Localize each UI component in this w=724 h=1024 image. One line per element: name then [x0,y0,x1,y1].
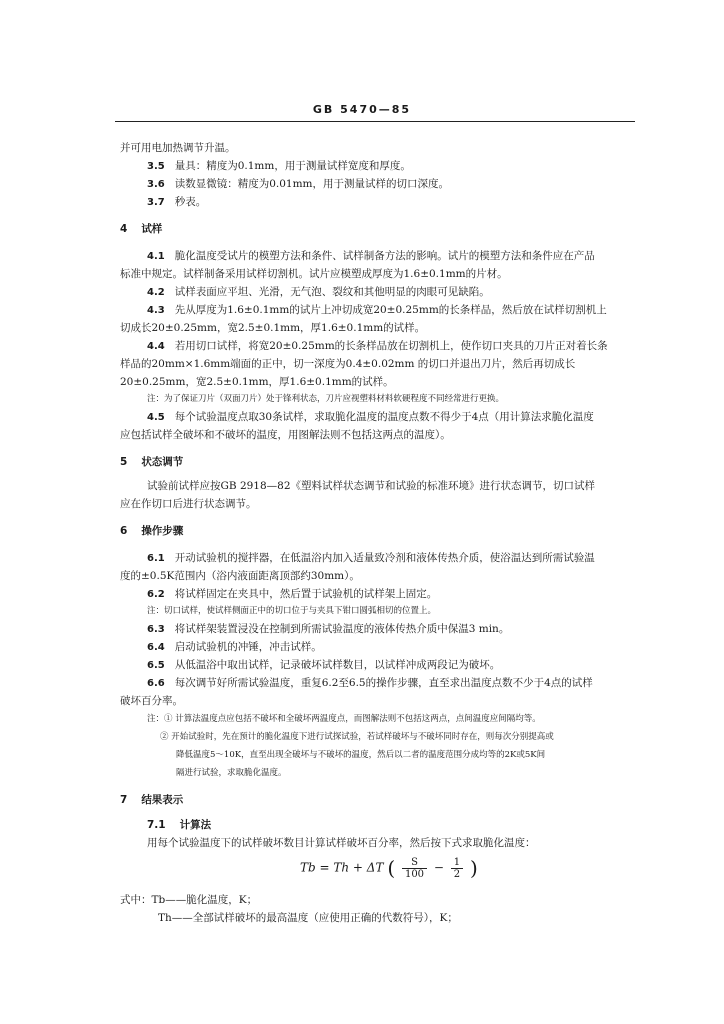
text-line: 应在作切口后进行状态调节。 [120,498,257,510]
section-5-heading [120,455,640,470]
section-title: 操作步骤 [141,525,184,537]
clause-6-4 [147,640,667,655]
note-line: ② 开始试验时，先在预计的脆化温度下进行试探试验，若试样破坏与不破坏同时存在，则每次分别提高或 [160,732,554,742]
clause-number: 4.4 [147,341,165,352]
clause-4-3 [147,303,667,318]
text-line: 标准中规定。试样制备采用试样切割机。试片应模塑成厚度为1.6±0.1mm的片材。 [120,268,508,280]
clause-number: 3.7 [147,197,165,208]
clause-text: 秒表。 [174,196,207,208]
clause-text: 脆化温度受试片的模塑方法和条件、试样制备方法的影响。试片的模塑方法和条件应在产品 [174,250,595,262]
header-rule [115,121,635,122]
text-line: 用每个试验温度下的试样破坏数目计算试样破坏百分率，然后按下式求取脆化温度： [147,837,536,849]
clause-6-6 [147,676,667,691]
fraction-one-half [451,857,463,880]
clause-text: 启动试验机的冲锤，冲击试样。 [174,641,322,653]
clause-text: 量具：精度为0.1mm，用于测量试样宽度和厚度。 [174,160,411,172]
clause-6-5 [147,658,667,673]
clause-text: 将试样固定在夹具中，然后置于试验机的试样架上固定。 [174,588,438,600]
section-title: 计算法 [179,819,212,831]
fraction-denominator: 2 [453,868,461,880]
clause-number: 6.6 [147,678,165,689]
fraction-denominator: 100 [404,868,425,880]
clause-number: 3.5 [147,161,165,172]
text-line: 样品的20mm×1.6mm端面的正中，切一深度为0.4±0.02mm 的切口并退出刀片，然后再切成长 [120,358,576,370]
clause-number: 6.3 [147,624,165,635]
clause-text: 试样表面应平坦、光滑，无气泡、裂纹和其他明显的肉眼可见缺陷。 [174,286,490,298]
right-paren: ) [469,856,478,880]
section-number: 4 [120,223,128,235]
section-title: 结果表示 [141,794,184,806]
section-title: 试样 [141,223,163,235]
clause-number: 4.5 [147,412,165,423]
left-paren: ( [387,856,396,880]
text-line: 度的±0.5K范围内（浴内液面距离顶部约30mm）。 [120,570,360,582]
clause-text: 每个试验温度点取30条试样，求取脆化温度的温度点数不得少于4点（用计算法求脆化温度 [174,411,594,423]
fraction-numerator: 1 [451,857,463,869]
clause-text: 从低温浴中取出试样，记录破坏试样数目，以试样冲成两段记为破坏。 [174,659,501,671]
section-number: 7.1 [147,819,166,831]
section-number: 5 [120,456,128,468]
standard-number-header: GB 5470—85 [312,103,412,116]
section-number: 7 [120,794,128,806]
formula-rhs: = Th + ΔT [319,860,384,875]
clause-number: 6.1 [147,553,165,564]
clause-4-2 [147,285,667,300]
text-line: 破坏百分率。 [120,695,183,707]
definition-line: Th——全部试样破坏的最高温度（应使用正确的代数符号），K； [158,912,458,924]
clause-number: 6.4 [147,642,165,653]
clause-6-2 [147,587,667,602]
clause-number: 4.2 [147,287,165,298]
clause-3-6 [147,177,667,192]
clause-6-3 [147,622,667,637]
section-6-heading [120,524,640,539]
note-line: 注：① 计算法温度点应包括不破坏和全破坏两温度点，而图解法则不包括这两点，点间温度应间隔均等。 [147,714,541,724]
note-line: 降低温度5～10K，直至出现全破坏与不破坏的温度，然后以二者的温度范围分成均等的2K或5K间 [176,750,546,760]
text-line: 应包括试样全破坏和不破坏的温度，用图解法则不包括这两点的温度）。 [120,429,451,441]
text-line: 切成长20±0.25mm，宽2.5±0.1mm，厚1.6±0.1mm的试样。 [120,322,426,334]
brittleness-formula [300,856,478,880]
text-line: 试验前试样应按GB 2918—82《塑料试样状态调节和试验的标准环境》进行状态调节，切口试样 [147,480,596,492]
minus-sign: − [433,860,444,875]
fraction-s-over-100 [402,857,427,880]
clause-3-7 [147,195,667,210]
clause-text: 将试样架装置浸没在控制到所需试验温度的液体传热介质中保温3 min。 [174,623,510,635]
note-line: 注：为了保证刀片（双面刀片）处于锋利状态，刀片应视塑料材料软硬程度不同经常进行更换。 [147,394,505,404]
clause-text: 先从厚度为1.6±0.1mm的试片上冲切成宽20±0.25mm的长条样品，然后放在试样切割机上 [174,304,607,316]
clause-6-1 [147,551,667,566]
section-7-1-heading [147,818,667,833]
text-line: 并可用电加热调节升温。 [120,142,236,154]
note-line: 隔进行试验，求取脆化温度。 [176,768,287,778]
section-number: 6 [120,525,128,537]
clause-number: 6.2 [147,589,165,600]
clause-4-5 [147,410,667,425]
formula-lhs: Tb [300,860,316,875]
clause-text: 每次调节好所需试验温度，重复6.2至6.5的操作步骤，直至求出温度点数不少于4点的试样 [174,677,593,689]
note-line: 注：切口试样，使试样侧面正中的切口位于与夹具下钳口圆弧相切的位置上。 [147,606,437,616]
section-title: 状态调节 [141,456,184,468]
section-4-heading [120,222,640,237]
clause-4-4 [147,339,667,354]
definition-line: 式中：Tb——脆化温度，K； [120,894,258,906]
clause-text: 开动试验机的搅拌器，在低温浴内加入适量致冷剂和液体传热介质，使浴温达到所需试验温 [174,552,595,564]
text-line: 20±0.25mm，宽2.5±0.1mm，厚1.6±0.1mm的试样。 [120,376,394,388]
fraction-numerator: S [402,857,427,869]
clause-text: 若用切口试样，将宽20±0.25mm的长条样品放在切割机上，使作切口夹具的刀片正对着长条 [174,340,608,352]
clause-number: 4.1 [147,251,165,262]
clause-3-5 [147,159,667,174]
clause-4-1 [147,249,667,264]
section-7-heading [120,793,640,808]
clause-number: 6.5 [147,660,165,671]
clause-text: 读数显微镜：精度为0.01mm，用于测量试样的切口深度。 [174,178,450,190]
clause-number: 4.3 [147,305,165,316]
clause-number: 3.6 [147,179,165,190]
